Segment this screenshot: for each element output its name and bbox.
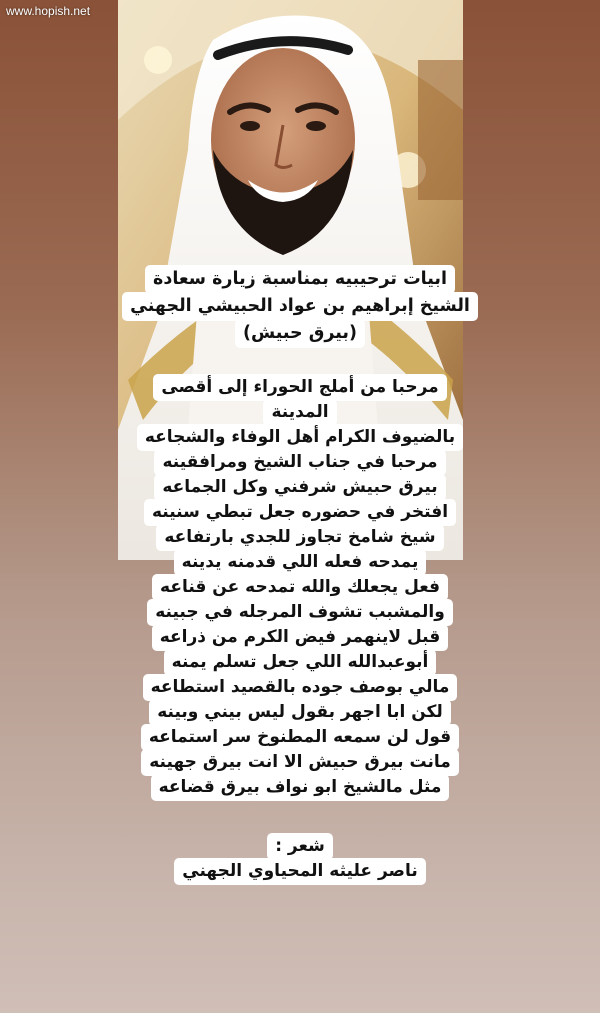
poem-line: قول لن سمعه المطنوخ سر استماعه: [141, 724, 459, 751]
poem-block: [0, 375, 600, 800]
poem-line: قبل لاينهمر فيض الكرم من ذراعه: [152, 624, 449, 651]
poem-line: أبوعبدالله اللي جعل تسلم يمنه: [164, 649, 437, 676]
poem-line: شيخ شامخ تجاوز للجدي بارتفاعه: [156, 524, 443, 551]
title-line: الشيخ إبراهيم بن عواد الحبيشي الجهني: [122, 292, 478, 321]
poem-line: بالضيوف الكرام أهل الوفاء والشجاعه: [137, 424, 463, 451]
title-block: [0, 266, 600, 347]
credit-block: [0, 834, 600, 884]
poem-line: مرحبا في جناب الشيخ ومرافقينه: [154, 449, 445, 476]
poet-name: ناصر عليثه المحياوي الجهني: [174, 858, 425, 885]
title-line: (بيرق حبيش): [235, 319, 365, 348]
title-line: ابيات ترحيبيه بمناسبة زيارة سعادة: [145, 265, 455, 294]
credit-label: شعر :: [267, 833, 333, 860]
poem-line: مانت بيرق حبيش الا انت بيرق جهينه: [141, 749, 459, 776]
site-watermark: www.hopish.net: [6, 4, 91, 18]
poem-line: مالي بوصف جوده بالقصيد استطاعه: [143, 674, 458, 701]
poem-line: يمدحه فعله اللي قدمنه يدينه: [174, 549, 427, 576]
poem-line: لكن ابا اجهر بقول ليس بيني وبينه: [149, 699, 451, 726]
poem-line: مرحبا من أملج الحوراء إلى أقصى: [153, 374, 446, 401]
poem-line: المدينة: [263, 399, 336, 426]
poem-line: والمشبب تشوف المرجله في جبينه: [147, 599, 453, 626]
poem-line: افتخر في حضوره جعل تبطي سنينه: [144, 499, 456, 526]
poem-line: فعل يجعلك والله تمدحه عن قناعه: [152, 574, 448, 601]
poem-line: بيرق حبيش شرفني وكل الجماعه: [154, 474, 445, 501]
caption-overlay: [0, 266, 600, 884]
poem-line: مثل مالشيخ ابو نواف بيرق قضاعه: [151, 774, 450, 801]
